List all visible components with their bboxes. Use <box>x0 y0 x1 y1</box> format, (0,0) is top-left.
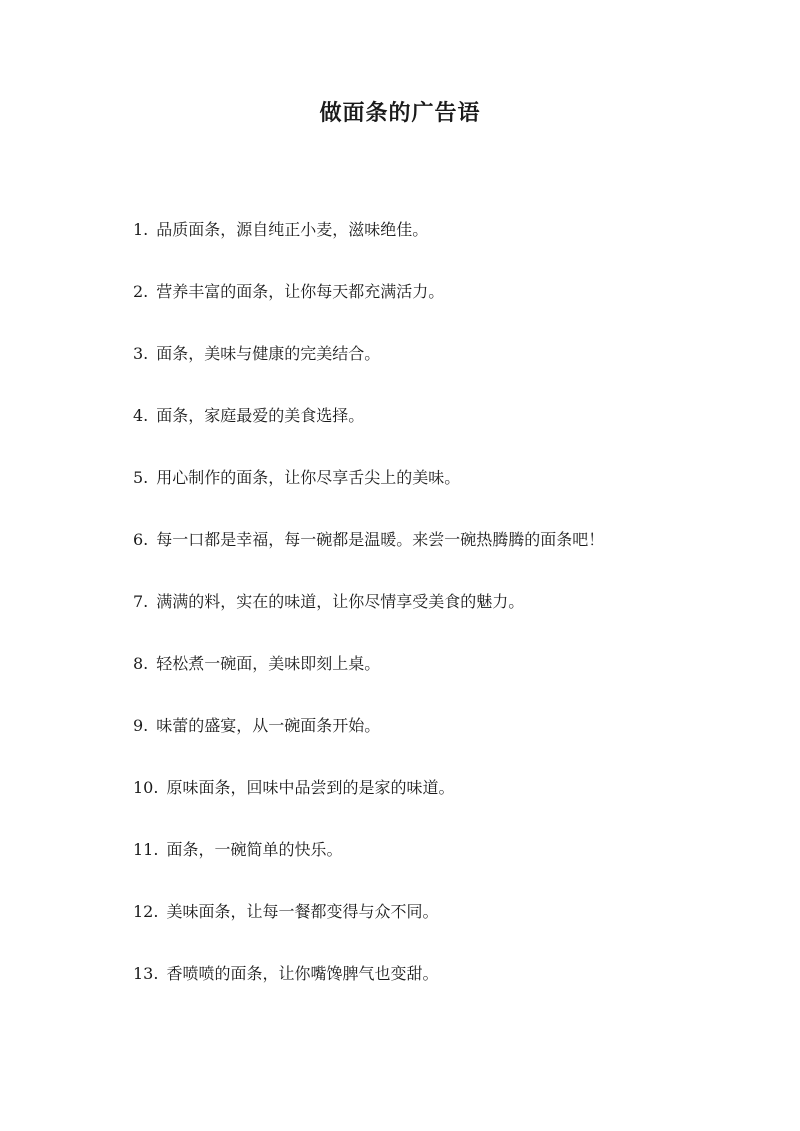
list-item <box>133 836 604 898</box>
item-text: 美味面条，让每一餐都变得与众不同。 <box>166 902 439 921</box>
item-text: 面条，一碗简单的快乐。 <box>166 840 343 859</box>
list-item <box>133 898 604 960</box>
item-number: 1. <box>133 220 149 239</box>
item-number: 6. <box>133 530 149 549</box>
item-text: 满满的料，实在的味道，让你尽情享受美食的魅力。 <box>156 592 525 611</box>
item-number: 2. <box>133 282 149 301</box>
item-number: 4. <box>133 406 149 425</box>
item-number: 8. <box>133 654 149 673</box>
item-text: 轻松煮一碗面，美味即刻上桌。 <box>156 654 381 673</box>
list-item <box>133 278 604 340</box>
list-item <box>133 526 604 588</box>
list-item <box>133 960 604 1022</box>
list-item <box>133 712 604 774</box>
item-text: 每一口都是幸福，每一碗都是温暖。来尝一碗热腾腾的面条吧！ <box>156 530 605 549</box>
item-number: 10. <box>133 778 159 797</box>
item-number: 7. <box>133 592 149 611</box>
item-text: 原味面条，回味中品尝到的是家的味道。 <box>166 778 455 797</box>
slogan-list <box>133 216 604 1022</box>
item-number: 9. <box>133 716 149 735</box>
item-text: 味蕾的盛宴，从一碗面条开始。 <box>156 716 381 735</box>
item-text: 营养丰富的面条，让你每天都充满活力。 <box>156 282 445 301</box>
list-item <box>133 216 604 278</box>
list-item <box>133 650 604 712</box>
list-item <box>133 340 604 402</box>
item-number: 13. <box>133 964 159 983</box>
item-number: 3. <box>133 344 149 363</box>
item-text: 香喷喷的面条，让你嘴馋脾气也变甜。 <box>166 964 439 983</box>
item-text: 面条，美味与健康的完美结合。 <box>156 344 381 363</box>
list-item <box>133 774 604 836</box>
item-number: 12. <box>133 902 159 921</box>
item-number: 11. <box>133 840 159 859</box>
item-text: 品质面条，源自纯正小麦，滋味绝佳。 <box>156 220 429 239</box>
item-text: 用心制作的面条，让你尽享舌尖上的美味。 <box>156 468 461 487</box>
item-text: 面条，家庭最爱的美食选择。 <box>156 406 365 425</box>
item-number: 5. <box>133 468 149 487</box>
list-item <box>133 464 604 526</box>
list-item <box>133 588 604 650</box>
document-title: 做面条的广告语 <box>319 100 481 126</box>
list-item <box>133 402 604 464</box>
